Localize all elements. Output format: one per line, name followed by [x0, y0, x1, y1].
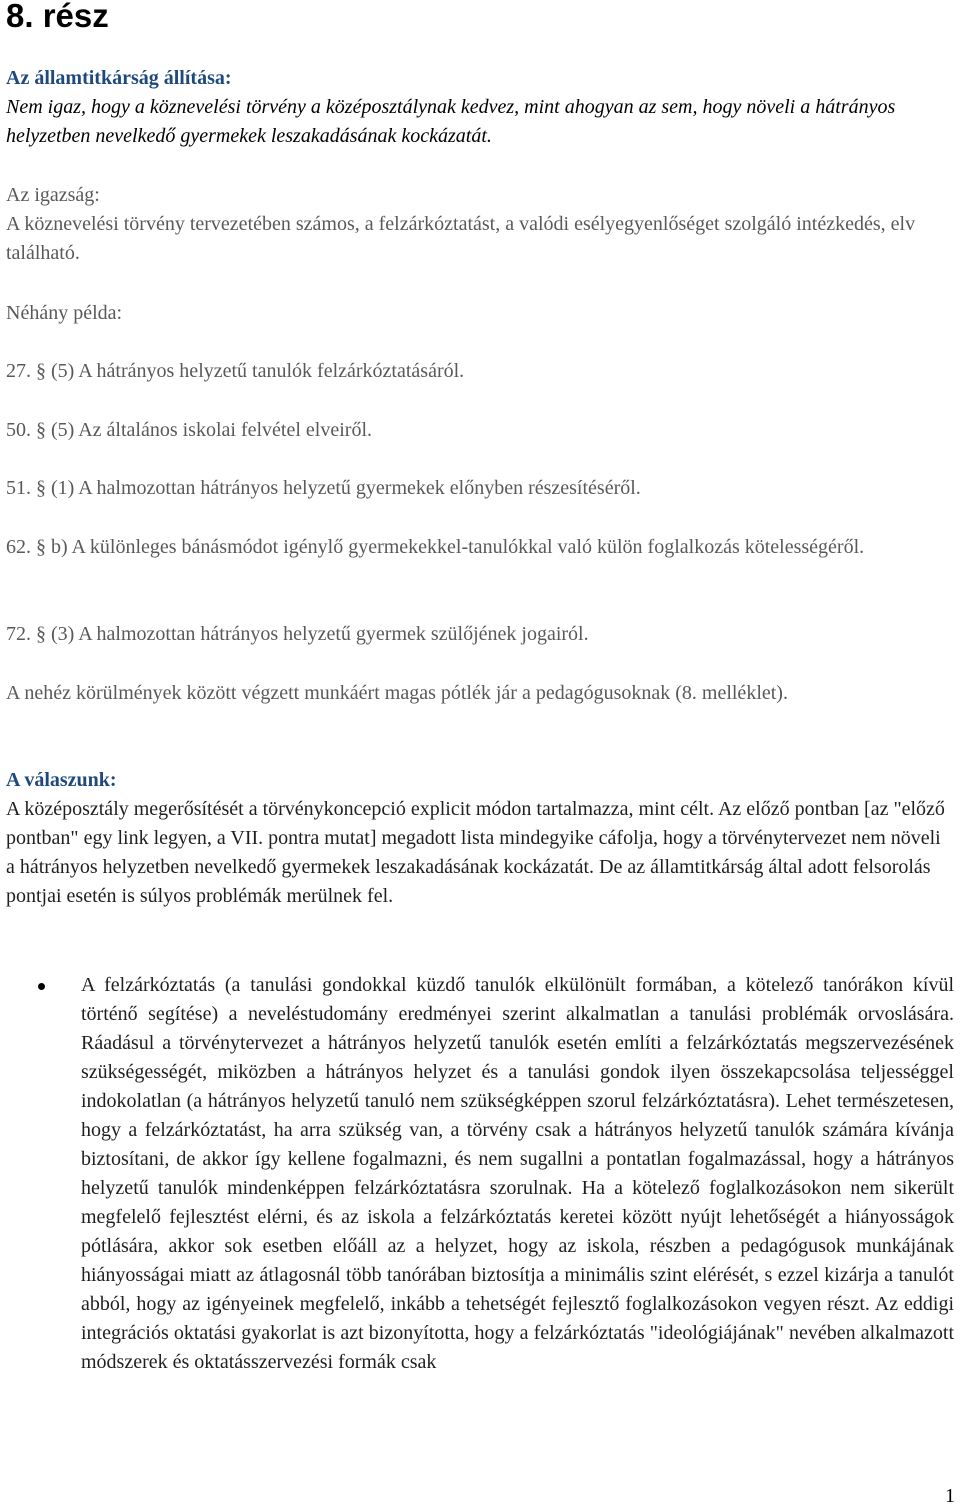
examples-label: Néhány példa: — [6, 302, 123, 324]
truth-label: Az igazság: — [6, 184, 100, 206]
bullet-list-item — [6, 971, 952, 1377]
claim-text: Nem igaz, hogy a köznevelési törvény a középosztálynak kedvez, mint ahogyan az sem, hogy növeli a hátrányos helyzetben nevelkedő gyermekek leszakadásának kockázatát. — [6, 96, 896, 147]
bullet-icon — [38, 983, 45, 990]
page-heading: 8. rész — [6, 0, 109, 34]
answer-label: A válaszunk: — [6, 769, 117, 791]
example-item: 72. § (3) A halmozottan hátrányos helyzetű gyermek szülőjének jogairól. — [6, 623, 589, 645]
example-item: 62. § b) A különleges bánásmódot igénylő gyermekekkel-tanulókkal való külön foglalkozás kötelességéről. — [6, 536, 865, 558]
bullet-text: A felzárkóztatás (a tanulási gondokkal küzdő tanulók elkülönült formában, a kötelező tanórákon kívül történő segítése) a neveléstudomány eredményei szerint alkalmatlan a tanulási problémák orvoslására. Ráadásul a törvénytervezet a hátrányos helyzetű tanulók esetén említi a felzárkóztatás megszervezésének szükségességét, miközben a hátrányos helyzet és a tanulási gondok ilyen összekapcsolása teljességgel indokolatlan (a hátrányos helyzetű tanuló nem szükségképpen szorul felzárkóztatásra). Lehet természetesen, hogy a felzárkóztatást, ha arra szükség van, a törvény csak a hátrányos helyzetű tanulók számára kívánja biztosítani, de akkor így kellene fogalmazni, és nem sugallni a pontatlan fogalmazással, hogy a hátrányos helyzetű tanulók mindenképpen felzárkóztatásra szorulnak. Ha a kötelező foglalkozásokon nem sikerült megfelelő fejlesztést elérni, és az iskola a felzárkóztatás keretei között nyújt lehetőségét a hiányosságok pótlására, akkor sok esetben előáll az a helyzet, hogy az iskola, részben a pedagógusok munkájának hiányosságai miatt az átlagosnál több tanórában biztosítja a minimális szint elérését, s ezzel kizárja a tanulót abból, hogy az igényeinek megfelelő, inkább a tehetségét fejlesztő foglalkozásokon vegyen részt. Az eddigi integrációs oktatási gyakorlat is azt bizonyította, hogy a felzárkóztatás "ideológiájának" nevében alkalmazott módszerek és oktatásszervezési formák csak — [81, 974, 954, 1373]
example-item: A nehéz körülmények között végzett munkáért magas pótlék jár a pedagógusoknak (8. melléklet). — [6, 682, 788, 704]
example-item: 51. § (1) A halmozottan hátrányos helyzetű gyermekek előnyben részesítéséről. — [6, 477, 641, 499]
answer-text: A középosztály megerősítését a törvénykoncepció explicit módon tartalmazza, mint célt. Az előző pontban [az "előző pontban" egy link legyen, a VII. pontra mutat] megadott lista mindegyike cáfolja, hogy a törvénytervezet nem növeli a hátrányos helyzetben nevelkedő gyermekek leszakadásának kockázatát. De az államtitkárság által adott felsorolás pontjai esetén is súlyos problémák merülnek fel. — [6, 798, 945, 907]
truth-section — [6, 181, 952, 268]
page-number: 1 — [945, 1485, 955, 1507]
answer-section — [6, 766, 952, 911]
claim-label: Az államtitkárság állítása: — [6, 67, 232, 89]
claim-section — [6, 64, 952, 151]
example-item: 27. § (5) A hátrányos helyzetű tanulók felzárkóztatásáról. — [6, 360, 465, 382]
truth-text: A köznevelési törvény tervezetében számos, a felzárkóztatást, a valódi esélyegyenlőséget szolgáló intézkedés, elv található. — [6, 213, 916, 264]
example-item: 50. § (5) Az általános iskolai felvétel elveiről. — [6, 419, 372, 441]
